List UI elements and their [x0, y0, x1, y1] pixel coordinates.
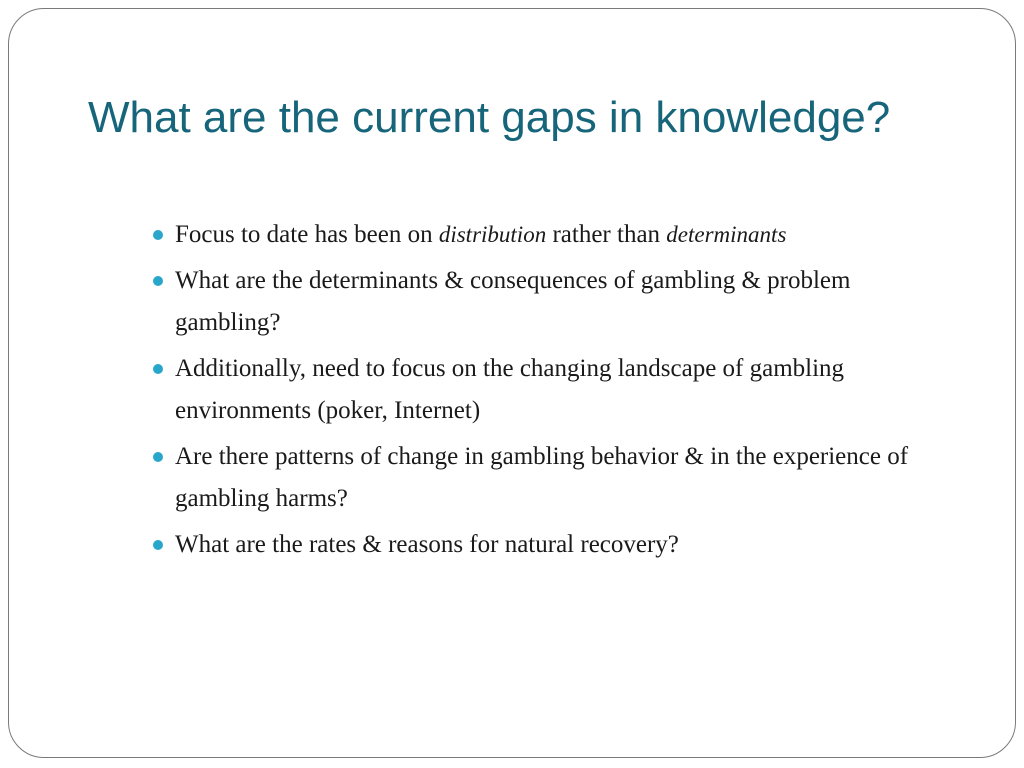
bullet-dot-icon [153, 276, 163, 286]
bullet-dot-icon [153, 364, 163, 374]
bullet-dot-icon [153, 230, 163, 240]
bullet-item-landscape [152, 348, 942, 432]
bullet-text-pre: Focus to date has been on [175, 221, 439, 248]
bullet-item-determinants [152, 260, 942, 344]
bullet-text: Are there patterns of change in gambling behavior & in the experience of gambling harms? [175, 443, 909, 512]
bullet-emphasis-determinants: determinants [666, 222, 787, 247]
bullet-item-focus [152, 214, 942, 256]
bullet-emphasis-distribution: distribution [438, 222, 547, 247]
bullet-dot-icon [153, 452, 163, 462]
bullet-item-recovery [152, 524, 942, 566]
bullet-text-mid: rather than [546, 221, 667, 248]
bullet-list [152, 214, 942, 570]
bullet-text: What are the determinants & consequences of gambling & problem gambling? [175, 267, 851, 336]
bullet-dot-icon [153, 540, 163, 550]
bullet-item-patterns [152, 436, 942, 520]
bullet-text: What are the rates & reasons for natural recovery? [175, 531, 679, 558]
slide-title: What are the current gaps in knowledge? [88, 93, 891, 142]
bullet-text: Additionally, need to focus on the changing landscape of gambling environments (poker, Internet) [175, 355, 845, 424]
